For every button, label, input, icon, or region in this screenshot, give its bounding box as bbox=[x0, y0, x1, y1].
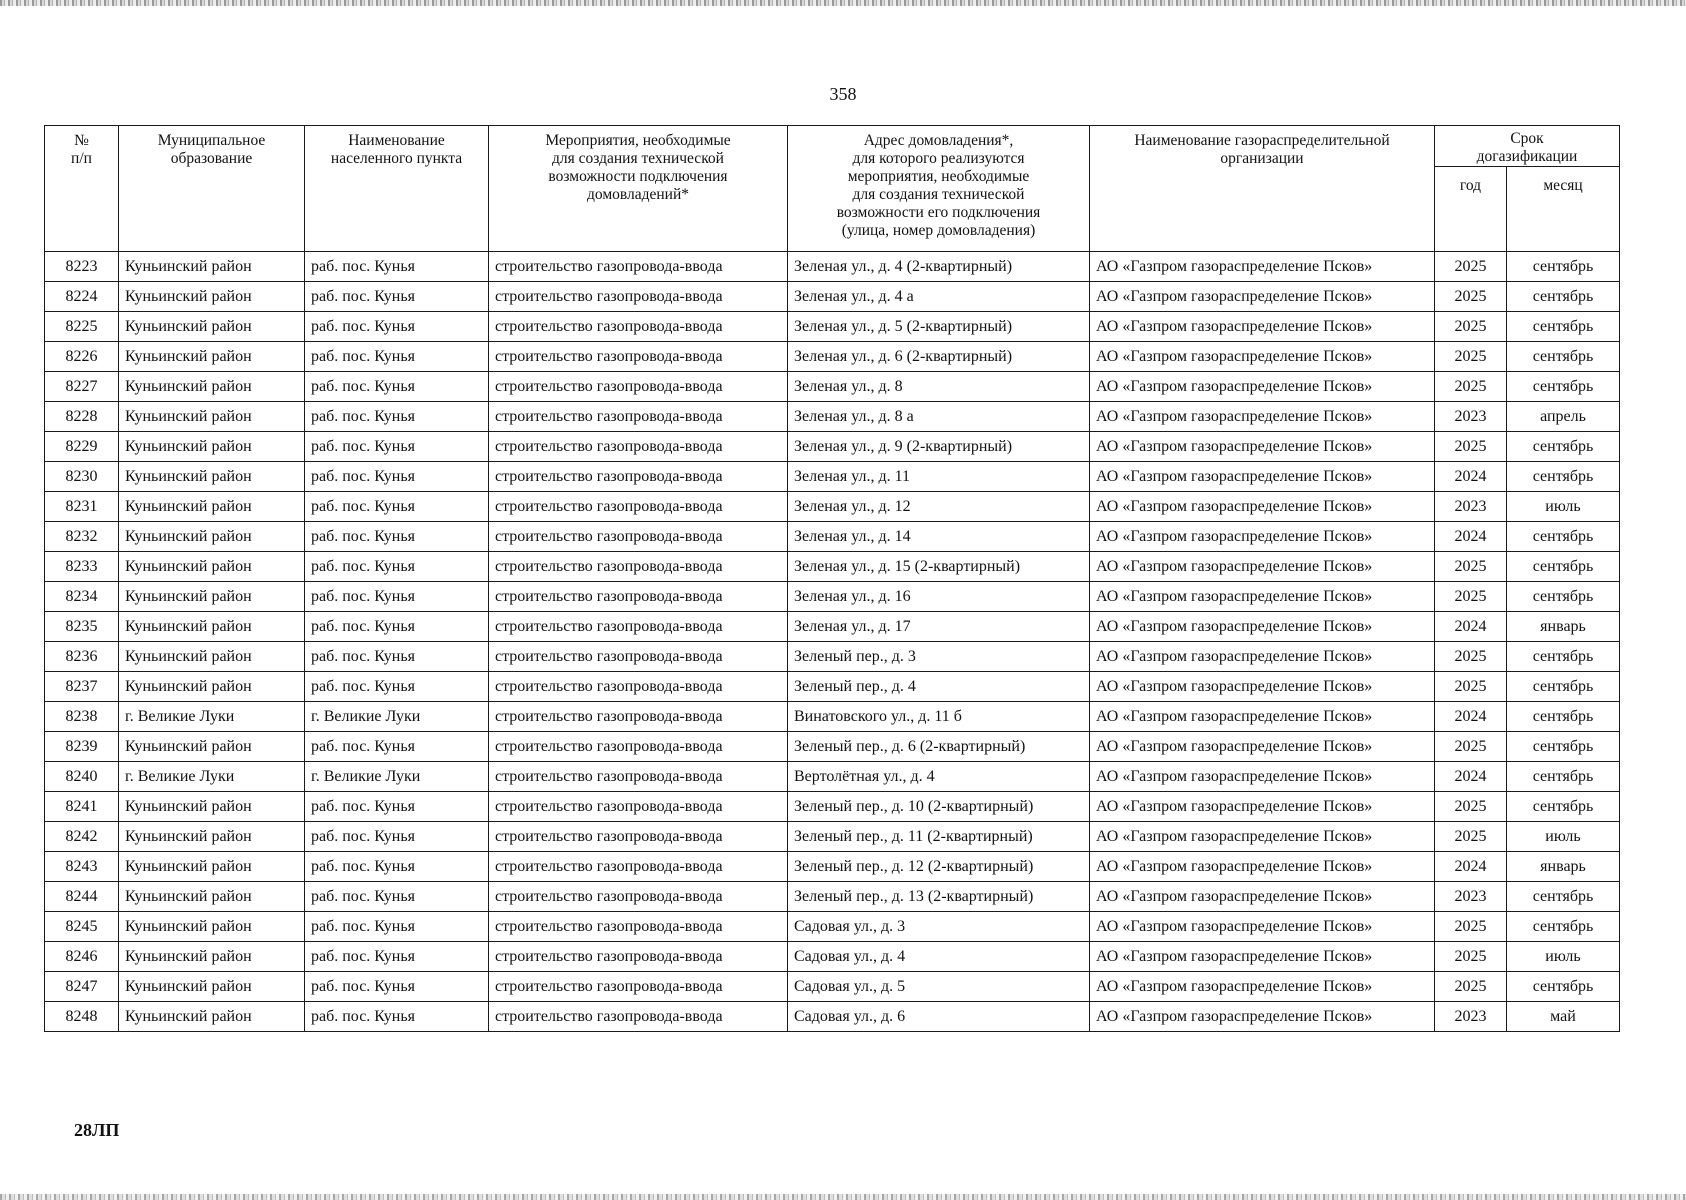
cell-num: 8235 bbox=[45, 612, 119, 642]
table-row bbox=[45, 912, 1620, 942]
cell-year: 2024 bbox=[1435, 852, 1507, 882]
cell-month: сентябрь bbox=[1507, 882, 1620, 912]
cell-year: 2025 bbox=[1435, 282, 1507, 312]
cell-measures: строительство газопровода-ввода bbox=[489, 462, 788, 492]
cell-settlement: раб. пос. Кунья bbox=[305, 732, 489, 762]
header-num: № п/п bbox=[45, 126, 119, 252]
table-row bbox=[45, 312, 1620, 342]
header-year: год bbox=[1435, 167, 1507, 252]
cell-month: сентябрь bbox=[1507, 372, 1620, 402]
cell-year: 2023 bbox=[1435, 402, 1507, 432]
cell-municipality: Куньинский район bbox=[119, 882, 305, 912]
cell-municipality: Куньинский район bbox=[119, 342, 305, 372]
cell-measures: строительство газопровода-ввода bbox=[489, 282, 788, 312]
cell-measures: строительство газопровода-ввода bbox=[489, 762, 788, 792]
cell-address: Зеленая ул., д. 4 а bbox=[788, 282, 1090, 312]
cell-organization: АО «Газпром газораспределение Псков» bbox=[1090, 282, 1435, 312]
cell-measures: строительство газопровода-ввода bbox=[489, 312, 788, 342]
cell-settlement: раб. пос. Кунья bbox=[305, 432, 489, 462]
cell-municipality: Куньинский район bbox=[119, 282, 305, 312]
cell-address: Винатовского ул., д. 11 б bbox=[788, 702, 1090, 732]
cell-month: сентябрь bbox=[1507, 252, 1620, 282]
cell-year: 2025 bbox=[1435, 432, 1507, 462]
cell-settlement: раб. пос. Кунья bbox=[305, 852, 489, 882]
cell-address: Зеленая ул., д. 5 (2-квартирный) bbox=[788, 312, 1090, 342]
cell-organization: АО «Газпром газораспределение Псков» bbox=[1090, 1002, 1435, 1032]
table-row bbox=[45, 492, 1620, 522]
cell-municipality: г. Великие Луки bbox=[119, 762, 305, 792]
cell-month: сентябрь bbox=[1507, 522, 1620, 552]
cell-measures: строительство газопровода-ввода bbox=[489, 882, 788, 912]
cell-num: 8231 bbox=[45, 492, 119, 522]
cell-settlement: раб. пос. Кунья bbox=[305, 882, 489, 912]
cell-municipality: Куньинский район bbox=[119, 492, 305, 522]
header-deadline: Срок догазификации bbox=[1435, 126, 1620, 167]
scan-edge-top bbox=[0, 0, 1686, 6]
cell-organization: АО «Газпром газораспределение Псков» bbox=[1090, 972, 1435, 1002]
table-row bbox=[45, 702, 1620, 732]
cell-organization: АО «Газпром газораспределение Псков» bbox=[1090, 492, 1435, 522]
table-row bbox=[45, 462, 1620, 492]
cell-address: Зеленая ул., д. 9 (2-квартирный) bbox=[788, 432, 1090, 462]
cell-measures: строительство газопровода-ввода bbox=[489, 432, 788, 462]
cell-settlement: раб. пос. Кунья bbox=[305, 912, 489, 942]
cell-num: 8240 bbox=[45, 762, 119, 792]
cell-month: апрель bbox=[1507, 402, 1620, 432]
cell-measures: строительство газопровода-ввода bbox=[489, 402, 788, 432]
cell-settlement: г. Великие Луки bbox=[305, 702, 489, 732]
cell-address: Зеленая ул., д. 8 а bbox=[788, 402, 1090, 432]
cell-num: 8237 bbox=[45, 672, 119, 702]
header-organization: Наименование газораспределительной организации bbox=[1090, 126, 1435, 252]
cell-measures: строительство газопровода-ввода bbox=[489, 942, 788, 972]
cell-address: Зеленая ул., д. 11 bbox=[788, 462, 1090, 492]
cell-year: 2024 bbox=[1435, 612, 1507, 642]
cell-num: 8244 bbox=[45, 882, 119, 912]
table-row bbox=[45, 522, 1620, 552]
cell-organization: АО «Газпром газораспределение Псков» bbox=[1090, 702, 1435, 732]
table-row bbox=[45, 972, 1620, 1002]
cell-organization: АО «Газпром газораспределение Псков» bbox=[1090, 402, 1435, 432]
table-body bbox=[45, 252, 1620, 1032]
cell-address: Зеленый пер., д. 13 (2-квартирный) bbox=[788, 882, 1090, 912]
table-row bbox=[45, 882, 1620, 912]
header-month: месяц bbox=[1507, 167, 1620, 252]
cell-month: сентябрь bbox=[1507, 702, 1620, 732]
cell-year: 2025 bbox=[1435, 582, 1507, 612]
cell-num: 8227 bbox=[45, 372, 119, 402]
cell-organization: АО «Газпром газораспределение Псков» bbox=[1090, 762, 1435, 792]
cell-settlement: раб. пос. Кунья bbox=[305, 402, 489, 432]
cell-measures: строительство газопровода-ввода bbox=[489, 552, 788, 582]
cell-municipality: Куньинский район bbox=[119, 372, 305, 402]
cell-organization: АО «Газпром газораспределение Псков» bbox=[1090, 252, 1435, 282]
cell-settlement: раб. пос. Кунья bbox=[305, 642, 489, 672]
header-address: Адрес домовладения*, для которого реализуются мероприятия, необходимые для создания технической возможности его подключения (улица, номер домовладения) bbox=[788, 126, 1090, 252]
cell-num: 8248 bbox=[45, 1002, 119, 1032]
table-row bbox=[45, 762, 1620, 792]
cell-municipality: Куньинский район bbox=[119, 582, 305, 612]
cell-measures: строительство газопровода-ввода bbox=[489, 702, 788, 732]
cell-num: 8234 bbox=[45, 582, 119, 612]
table-row bbox=[45, 252, 1620, 282]
page-number: 358 bbox=[829, 84, 857, 104]
cell-year: 2023 bbox=[1435, 492, 1507, 522]
cell-month: сентябрь bbox=[1507, 432, 1620, 462]
cell-measures: строительство газопровода-ввода bbox=[489, 612, 788, 642]
cell-organization: АО «Газпром газораспределение Псков» bbox=[1090, 912, 1435, 942]
cell-month: сентябрь bbox=[1507, 792, 1620, 822]
cell-municipality: Куньинский район bbox=[119, 252, 305, 282]
cell-address: Зеленый пер., д. 10 (2-квартирный) bbox=[788, 792, 1090, 822]
cell-municipality: Куньинский район bbox=[119, 312, 305, 342]
header-measures: Мероприятия, необходимые для создания технической возможности подключения домовладений* bbox=[489, 126, 788, 252]
cell-year: 2024 bbox=[1435, 702, 1507, 732]
cell-municipality: Куньинский район bbox=[119, 852, 305, 882]
cell-year: 2024 bbox=[1435, 462, 1507, 492]
cell-year: 2025 bbox=[1435, 822, 1507, 852]
cell-settlement: раб. пос. Кунья bbox=[305, 672, 489, 702]
header-settlement: Наименование населенного пункта bbox=[305, 126, 489, 252]
cell-month: сентябрь bbox=[1507, 552, 1620, 582]
cell-num: 8230 bbox=[45, 462, 119, 492]
cell-organization: АО «Газпром газораспределение Псков» bbox=[1090, 732, 1435, 762]
table-row bbox=[45, 672, 1620, 702]
cell-municipality: Куньинский район bbox=[119, 792, 305, 822]
table-row bbox=[45, 792, 1620, 822]
table-row bbox=[45, 432, 1620, 462]
cell-year: 2024 bbox=[1435, 762, 1507, 792]
cell-settlement: г. Великие Луки bbox=[305, 762, 489, 792]
cell-municipality: Куньинский район bbox=[119, 912, 305, 942]
cell-settlement: раб. пос. Кунья bbox=[305, 372, 489, 402]
cell-address: Садовая ул., д. 3 bbox=[788, 912, 1090, 942]
cell-year: 2025 bbox=[1435, 672, 1507, 702]
cell-organization: АО «Газпром газораспределение Псков» bbox=[1090, 372, 1435, 402]
cell-month: сентябрь bbox=[1507, 462, 1620, 492]
cell-organization: АО «Газпром газораспределение Псков» bbox=[1090, 522, 1435, 552]
cell-organization: АО «Газпром газораспределение Псков» bbox=[1090, 852, 1435, 882]
cell-num: 8229 bbox=[45, 432, 119, 462]
cell-municipality: Куньинский район bbox=[119, 642, 305, 672]
cell-measures: строительство газопровода-ввода bbox=[489, 642, 788, 672]
cell-num: 8243 bbox=[45, 852, 119, 882]
cell-num: 8241 bbox=[45, 792, 119, 822]
cell-settlement: раб. пос. Кунья bbox=[305, 522, 489, 552]
cell-settlement: раб. пос. Кунья bbox=[305, 972, 489, 1002]
cell-year: 2025 bbox=[1435, 912, 1507, 942]
cell-settlement: раб. пос. Кунья bbox=[305, 942, 489, 972]
cell-municipality: Куньинский район bbox=[119, 432, 305, 462]
table-header bbox=[45, 126, 1620, 252]
cell-measures: строительство газопровода-ввода bbox=[489, 972, 788, 1002]
cell-address: Зеленый пер., д. 3 bbox=[788, 642, 1090, 672]
cell-measures: строительство газопровода-ввода bbox=[489, 372, 788, 402]
cell-measures: строительство газопровода-ввода bbox=[489, 1002, 788, 1032]
cell-year: 2025 bbox=[1435, 552, 1507, 582]
cell-num: 8228 bbox=[45, 402, 119, 432]
cell-organization: АО «Газпром газораспределение Псков» bbox=[1090, 312, 1435, 342]
cell-month: сентябрь bbox=[1507, 582, 1620, 612]
table-row bbox=[45, 342, 1620, 372]
cell-measures: строительство газопровода-ввода bbox=[489, 672, 788, 702]
cell-measures: строительство газопровода-ввода bbox=[489, 522, 788, 552]
cell-organization: АО «Газпром газораспределение Псков» bbox=[1090, 342, 1435, 372]
cell-year: 2025 bbox=[1435, 372, 1507, 402]
cell-measures: строительство газопровода-ввода bbox=[489, 792, 788, 822]
cell-settlement: раб. пос. Кунья bbox=[305, 792, 489, 822]
cell-settlement: раб. пос. Кунья bbox=[305, 582, 489, 612]
cell-organization: АО «Газпром газораспределение Псков» bbox=[1090, 792, 1435, 822]
cell-address: Садовая ул., д. 4 bbox=[788, 942, 1090, 972]
cell-municipality: Куньинский район bbox=[119, 942, 305, 972]
header-municipality: Муниципальное образование bbox=[119, 126, 305, 252]
cell-settlement: раб. пос. Кунья bbox=[305, 1002, 489, 1032]
cell-month: январь bbox=[1507, 852, 1620, 882]
cell-num: 8225 bbox=[45, 312, 119, 342]
cell-measures: строительство газопровода-ввода bbox=[489, 582, 788, 612]
cell-address: Вертолётная ул., д. 4 bbox=[788, 762, 1090, 792]
cell-address: Садовая ул., д. 5 bbox=[788, 972, 1090, 1002]
cell-month: сентябрь bbox=[1507, 342, 1620, 372]
cell-num: 8223 bbox=[45, 252, 119, 282]
cell-address: Зеленая ул., д. 4 (2-квартирный) bbox=[788, 252, 1090, 282]
cell-organization: АО «Газпром газораспределение Псков» bbox=[1090, 552, 1435, 582]
cell-organization: АО «Газпром газораспределение Псков» bbox=[1090, 462, 1435, 492]
cell-measures: строительство газопровода-ввода bbox=[489, 252, 788, 282]
cell-municipality: г. Великие Луки bbox=[119, 702, 305, 732]
cell-year: 2024 bbox=[1435, 522, 1507, 552]
cell-measures: строительство газопровода-ввода bbox=[489, 732, 788, 762]
cell-month: сентябрь bbox=[1507, 282, 1620, 312]
cell-month: январь bbox=[1507, 612, 1620, 642]
cell-organization: АО «Газпром газораспределение Псков» bbox=[1090, 882, 1435, 912]
footer-code: 28ЛП bbox=[74, 1120, 120, 1140]
table-row bbox=[45, 552, 1620, 582]
cell-measures: строительство газопровода-ввода bbox=[489, 822, 788, 852]
cell-num: 8247 bbox=[45, 972, 119, 1002]
gasification-table bbox=[44, 125, 1620, 1032]
cell-settlement: раб. пос. Кунья bbox=[305, 312, 489, 342]
cell-month: сентябрь bbox=[1507, 972, 1620, 1002]
cell-settlement: раб. пос. Кунья bbox=[305, 282, 489, 312]
cell-month: сентябрь bbox=[1507, 672, 1620, 702]
cell-address: Зеленая ул., д. 8 bbox=[788, 372, 1090, 402]
table-row bbox=[45, 732, 1620, 762]
cell-year: 2025 bbox=[1435, 342, 1507, 372]
cell-municipality: Куньинский район bbox=[119, 552, 305, 582]
cell-month: сентябрь bbox=[1507, 642, 1620, 672]
cell-address: Зеленый пер., д. 11 (2-квартирный) bbox=[788, 822, 1090, 852]
cell-municipality: Куньинский район bbox=[119, 1002, 305, 1032]
cell-municipality: Куньинский район bbox=[119, 522, 305, 552]
cell-address: Зеленая ул., д. 14 bbox=[788, 522, 1090, 552]
scan-edge-bottom bbox=[0, 1194, 1686, 1200]
cell-organization: АО «Газпром газораспределение Псков» bbox=[1090, 822, 1435, 852]
cell-num: 8239 bbox=[45, 732, 119, 762]
cell-address: Зеленая ул., д. 15 (2-квартирный) bbox=[788, 552, 1090, 582]
cell-settlement: раб. пос. Кунья bbox=[305, 462, 489, 492]
cell-month: сентябрь bbox=[1507, 312, 1620, 342]
cell-num: 8236 bbox=[45, 642, 119, 672]
cell-month: сентябрь bbox=[1507, 732, 1620, 762]
cell-month: май bbox=[1507, 1002, 1620, 1032]
cell-municipality: Куньинский район bbox=[119, 462, 305, 492]
cell-settlement: раб. пос. Кунья bbox=[305, 492, 489, 522]
table-row bbox=[45, 942, 1620, 972]
table-row bbox=[45, 642, 1620, 672]
cell-settlement: раб. пос. Кунья bbox=[305, 822, 489, 852]
cell-address: Зеленая ул., д. 16 bbox=[788, 582, 1090, 612]
cell-address: Зеленый пер., д. 12 (2-квартирный) bbox=[788, 852, 1090, 882]
cell-settlement: раб. пос. Кунья bbox=[305, 252, 489, 282]
table-row bbox=[45, 282, 1620, 312]
cell-municipality: Куньинский район bbox=[119, 732, 305, 762]
cell-settlement: раб. пос. Кунья bbox=[305, 612, 489, 642]
cell-num: 8224 bbox=[45, 282, 119, 312]
cell-municipality: Куньинский район bbox=[119, 972, 305, 1002]
cell-settlement: раб. пос. Кунья bbox=[305, 552, 489, 582]
cell-address: Зеленая ул., д. 12 bbox=[788, 492, 1090, 522]
cell-year: 2025 bbox=[1435, 942, 1507, 972]
cell-year: 2025 bbox=[1435, 642, 1507, 672]
cell-num: 8226 bbox=[45, 342, 119, 372]
cell-organization: АО «Газпром газораспределение Псков» bbox=[1090, 642, 1435, 672]
cell-month: июль bbox=[1507, 942, 1620, 972]
cell-num: 8246 bbox=[45, 942, 119, 972]
table-row bbox=[45, 852, 1620, 882]
cell-year: 2025 bbox=[1435, 732, 1507, 762]
cell-settlement: раб. пос. Кунья bbox=[305, 342, 489, 372]
cell-year: 2025 bbox=[1435, 792, 1507, 822]
cell-month: июль bbox=[1507, 822, 1620, 852]
cell-month: июль bbox=[1507, 492, 1620, 522]
table-row bbox=[45, 402, 1620, 432]
cell-organization: АО «Газпром газораспределение Псков» bbox=[1090, 672, 1435, 702]
table-row bbox=[45, 822, 1620, 852]
cell-municipality: Куньинский район bbox=[119, 612, 305, 642]
cell-municipality: Куньинский район bbox=[119, 402, 305, 432]
cell-num: 8245 bbox=[45, 912, 119, 942]
table-row bbox=[45, 582, 1620, 612]
cell-year: 2025 bbox=[1435, 252, 1507, 282]
cell-address: Зеленый пер., д. 4 bbox=[788, 672, 1090, 702]
cell-address: Зеленая ул., д. 6 (2-квартирный) bbox=[788, 342, 1090, 372]
cell-address: Зеленая ул., д. 17 bbox=[788, 612, 1090, 642]
table-row bbox=[45, 612, 1620, 642]
table-row bbox=[45, 372, 1620, 402]
cell-municipality: Куньинский район bbox=[119, 672, 305, 702]
cell-address: Садовая ул., д. 6 bbox=[788, 1002, 1090, 1032]
cell-num: 8233 bbox=[45, 552, 119, 582]
cell-year: 2025 bbox=[1435, 972, 1507, 1002]
cell-organization: АО «Газпром газораспределение Псков» bbox=[1090, 582, 1435, 612]
cell-year: 2023 bbox=[1435, 1002, 1507, 1032]
cell-month: сентябрь bbox=[1507, 912, 1620, 942]
cell-measures: строительство газопровода-ввода bbox=[489, 852, 788, 882]
cell-measures: строительство газопровода-ввода bbox=[489, 912, 788, 942]
cell-year: 2025 bbox=[1435, 312, 1507, 342]
cell-organization: АО «Газпром газораспределение Псков» bbox=[1090, 432, 1435, 462]
cell-measures: строительство газопровода-ввода bbox=[489, 492, 788, 522]
cell-organization: АО «Газпром газораспределение Псков» bbox=[1090, 612, 1435, 642]
table-row bbox=[45, 1002, 1620, 1032]
cell-measures: строительство газопровода-ввода bbox=[489, 342, 788, 372]
cell-num: 8238 bbox=[45, 702, 119, 732]
cell-municipality: Куньинский район bbox=[119, 822, 305, 852]
cell-month: сентябрь bbox=[1507, 762, 1620, 792]
cell-num: 8242 bbox=[45, 822, 119, 852]
cell-year: 2023 bbox=[1435, 882, 1507, 912]
cell-num: 8232 bbox=[45, 522, 119, 552]
cell-organization: АО «Газпром газораспределение Псков» bbox=[1090, 942, 1435, 972]
cell-address: Зеленый пер., д. 6 (2-квартирный) bbox=[788, 732, 1090, 762]
